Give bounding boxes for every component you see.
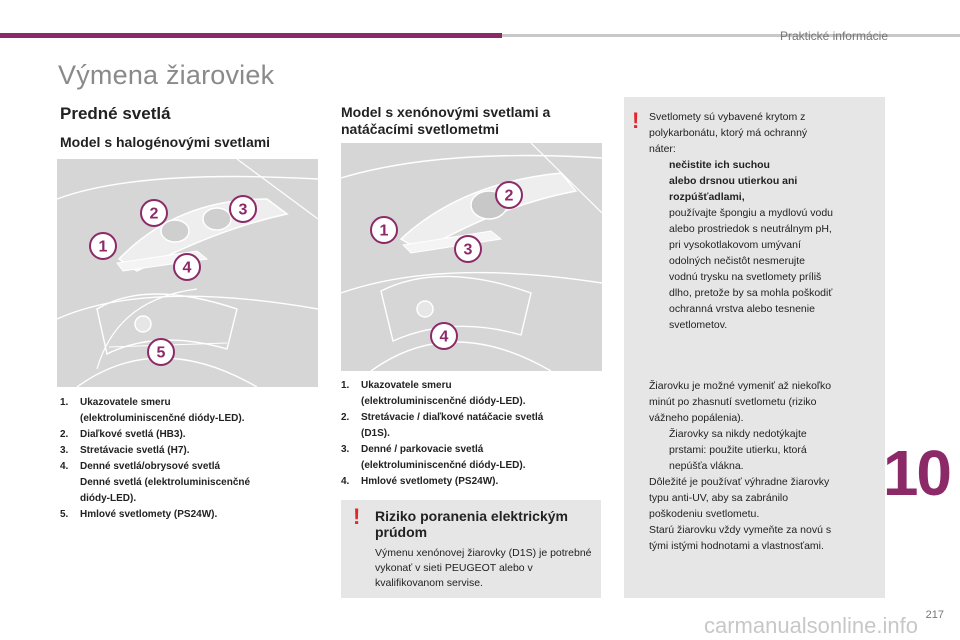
svg-text:3: 3: [238, 201, 248, 219]
same-rating-note: Starú žiarovku vždy vymeňte za novú s tými istými hodnotami a vlastnosťami.: [649, 524, 832, 552]
bullet-icon: [649, 205, 669, 237]
list-item: 4. Hmlové svetlomety (PS24W).: [341, 476, 499, 487]
header-accent-bar: [0, 33, 502, 38]
xenon-callout-3: [454, 235, 482, 268]
notice-intro: Svetlomety sú vybavené krytom z polykarbonátu, ktorý má ochranný náter:: [649, 111, 808, 155]
list-item: 2. Stretávacie / diaľkové natáčacie svetlá (D1S).: [341, 412, 544, 439]
warning-title: Riziko poranenia elektrickým prúdom: [375, 508, 568, 540]
front-lights-heading: Predné svetlá: [60, 104, 171, 123]
warning-text: Výmenu xenónovej žiarovky (D1S) je potrebné vykonať v sieti PEUGEOT alebo v kvalifikovanom servise.: [375, 547, 592, 589]
list-item: 3. Stretávacie svetlá (H7).: [60, 445, 190, 456]
halogen-bulb-list: [60, 395, 320, 523]
page-number: 217: [925, 609, 944, 621]
xenon-bulb-list: [341, 378, 603, 490]
bullet-icon: [649, 237, 669, 333]
svg-text:1: 1: [98, 238, 108, 256]
list-item: 4. Denné svetlá/obrysové svetlá Denné svetlá (elektroluminiscenčné diódy-LED).: [60, 461, 251, 504]
burn-risk-note: Žiarovku je možné vymeniť až niekoľko minút po zhasnutí svetlometu (riziko vážneho popálenia).: [649, 380, 832, 424]
care-notice-text: [649, 109, 881, 333]
svg-text:1: 1: [379, 222, 389, 240]
list-item: 3. Denné / parkovacie svetlá (elektroluminiscenčné diódy-LED).: [341, 444, 526, 471]
warning-icon: !: [632, 108, 640, 133]
xenon-heading: Model s xenónovými svetlami a natáčacími svetlometmi: [341, 104, 551, 137]
halogen-callout-4: [173, 253, 201, 286]
anti-uv-note: Dôležité je používať výhradne žiarovky typu anti-UV, aby sa zabránilo poškodeniu svetlometu.: [649, 476, 830, 520]
warning-icon: !: [353, 504, 361, 529]
svg-text:3: 3: [463, 241, 473, 259]
header-rule: [502, 34, 960, 37]
svg-text:4: 4: [182, 259, 192, 277]
halogen-callout-3: [229, 195, 257, 228]
halogen-callout-1: [89, 232, 117, 265]
list-item: Žiarovky sa nikdy nedotýkajte prstami: použite utierku, ktorá nepúšťa vlákna.: [649, 426, 881, 474]
bulb-replacement-notes: [649, 378, 881, 554]
list-item: 5. Hmlové svetlomety (PS24W).: [60, 509, 218, 520]
bullet-icon: [649, 426, 669, 474]
svg-text:2: 2: [149, 205, 159, 223]
halogen-heading: Model s halogénovými svetlami: [60, 134, 271, 150]
electric-shock-warning-box: [341, 500, 601, 598]
list-item: 1. Ukazovatele smeru (elektroluminiscenčné diódy-LED).: [60, 397, 245, 424]
list-item: 2. Diaľkové svetlá (HB3).: [60, 429, 186, 440]
svg-text:4: 4: [439, 328, 449, 346]
xenon-callout-4: [430, 322, 458, 355]
bullet-icon: [649, 157, 669, 205]
halogen-callout-2: [140, 199, 168, 232]
xenon-callout-1: [370, 216, 398, 249]
list-item: používajte špongiu a mydlovú vodu alebo prostriedok s neutrálnym pH,: [649, 205, 881, 237]
svg-text:5: 5: [156, 344, 166, 362]
list-item: 1. Ukazovatele smeru (elektroluminiscenčné diódy-LED).: [341, 380, 526, 407]
svg-text:2: 2: [504, 187, 514, 205]
xenon-callout-2: [495, 181, 523, 214]
section-title: Praktické informácie: [779, 29, 888, 43]
list-item: pri vysokotlakovom umývaní odolných nečistôt nesmerujte vodnú trysku na svetlomety príliš dlho, pretože by sa mohla poškodiť ochranná vrstva alebo tesnenie svetlometov.: [649, 237, 881, 333]
chapter-number: 10: [882, 437, 950, 509]
list-item: nečistite ich suchou alebo drsnou utierkou ani rozpúšťadlami,: [649, 157, 881, 205]
watermark: carmanualsonline.info: [703, 613, 918, 638]
page-title: Výmena žiaroviek: [58, 60, 275, 90]
halogen-callout-5: [147, 338, 175, 371]
